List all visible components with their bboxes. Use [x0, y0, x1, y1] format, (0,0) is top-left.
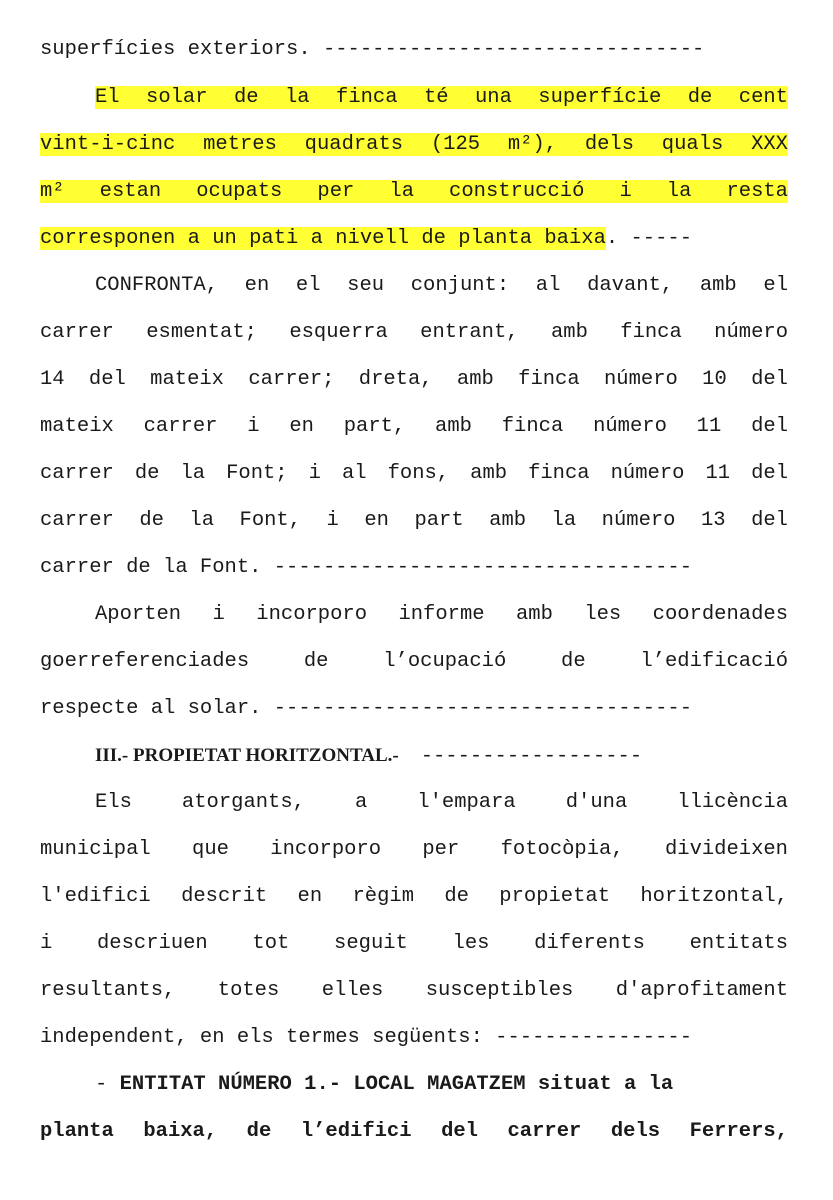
- text-line: carrer de la Font, i en part amb la número 13 del: [40, 509, 788, 532]
- entity-heading: ENTITAT NÚMERO 1.- LOCAL MAGATZEM situat a la: [119, 1073, 674, 1096]
- text-line: CONFRONTA, en el seu conjunt: al davant, amb el: [95, 274, 788, 297]
- text-line: carrer de la Font. ----------------------------------: [40, 556, 693, 579]
- entity-heading-line: [95, 1070, 788, 1100]
- text-line: superfícies exteriors. -------------------------------: [40, 38, 705, 61]
- highlight: El solar de la finca té una superfície de cent: [95, 86, 788, 109]
- highlight: m² estan ocupats per la construcció i la resta: [40, 180, 788, 203]
- entity-dash: -: [95, 1073, 120, 1096]
- text-line: resultants, totes elles susceptibles d'aprofitament: [40, 979, 788, 1002]
- highlight: corresponen a un pati a nivell de planta baixa: [40, 227, 606, 250]
- dash-filler: ------------------: [420, 745, 643, 768]
- highlighted-line: [40, 224, 788, 254]
- text-line: Aporten i incorporo informe amb les coordenades: [95, 603, 788, 626]
- text-line: independent, en els termes següents: ----------------: [40, 1026, 693, 1049]
- highlighted-line: [95, 83, 788, 113]
- entity-heading-line: planta baixa, de l’edifici del carrer dels Ferrers,: [40, 1120, 788, 1143]
- text-line: 14 del mateix carrer; dreta, amb finca número 10 del: [40, 368, 788, 391]
- text-line: Els atorgants, a l'empara d'una llicència: [95, 791, 788, 814]
- dash-filler: . -----: [605, 227, 693, 250]
- highlighted-line: [40, 130, 788, 160]
- highlight: vint-i-cinc metres quadrats (125 m²), dels quals XXX: [40, 133, 788, 156]
- text-line: mateix carrer i en part, amb finca número 11 del: [40, 415, 788, 438]
- highlighted-line: [40, 177, 788, 207]
- section-heading-line: [95, 741, 788, 771]
- section-heading: III.- PROPIETAT HORITZONTAL.-: [95, 745, 399, 766]
- text-line: goerreferenciades de l’ocupació de l’edificació: [40, 650, 788, 673]
- text-line: i descriuen tot seguit les diferents entitats: [40, 932, 788, 955]
- text-line: carrer de la Font; i al fons, amb finca número 11 del: [40, 462, 788, 485]
- text-line: respecte al solar. ----------------------------------: [40, 697, 693, 720]
- text-line: l'edifici descrit en règim de propietat horitzontal,: [40, 885, 788, 908]
- text-line: municipal que incorporo per fotocòpia, divideixen: [40, 838, 788, 861]
- text-line: carrer esmentat; esquerra entrant, amb finca número: [40, 321, 788, 344]
